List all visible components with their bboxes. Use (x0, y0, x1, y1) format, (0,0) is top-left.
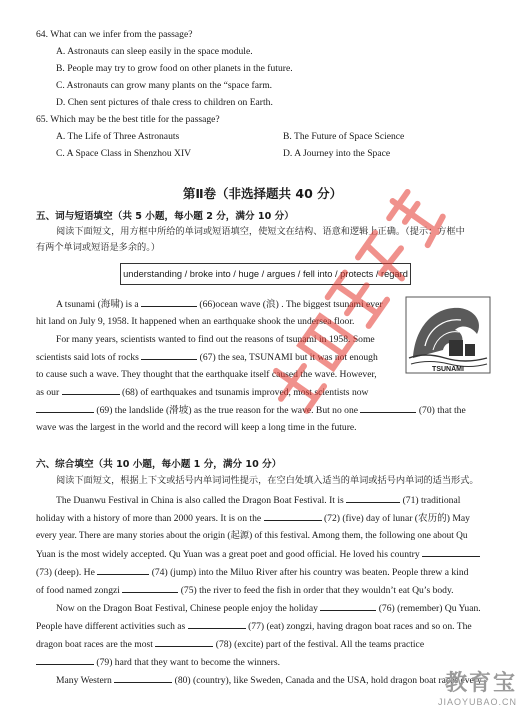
q65-option-a: A. The Life of Three Astronauts (56, 131, 180, 142)
s5-text-7a: as our (36, 387, 60, 398)
s6-text-11a: Many Western (56, 675, 112, 686)
s5-text-8a: (69) the landslide (滑坡) as the true reason for the wave. But no one (96, 405, 359, 416)
s6-text-7b: (76) (remember) Qu Yuan. (378, 603, 481, 614)
section5-instruction-line1: 阅读下面短文，用方框中所给的单词或短语填空，使短文在结构、语意和逻辑上正确。（提示：方框中 (56, 226, 465, 237)
section6-instruction: 阅读下面短文，根据上下文或括号内单词词性提示，在空白处填入适当的单词或括号内单词的适当形式。 (56, 475, 479, 486)
s6-text-3: every year. There are many stories about the origin (起源) of this festival. Among them, the following one about Qu (36, 531, 468, 541)
blank-71[interactable] (346, 493, 400, 503)
s6-text-9a: dragon boat races are the most (36, 639, 153, 650)
tsunami-illustration (405, 296, 491, 374)
s6-text-7a: Now on the Dragon Boat Festival, Chinese people enjoy the holiday (56, 603, 318, 614)
s6-text-8b: (77) (eat) zongzi, having dragon boat races and so on. The (248, 621, 472, 632)
q64-stem: 64. What can we infer from the passage? (36, 29, 193, 40)
q65-option-b: B. The Future of Space Science (283, 131, 405, 142)
s6-text-1b: (71) traditional (402, 495, 461, 506)
blank-78[interactable] (155, 637, 213, 647)
s6-text-1a: The Duanwu Festival in China is also called the Dragon Boat Festival. It is (56, 495, 344, 506)
s6-text-4a: Yuan is the most widely accepted. Qu Yuan was a great poet and good official. He loved his country (36, 549, 420, 560)
s6-text-9b: (78) (excite) part of the festival. All the teams practice (215, 639, 425, 650)
s5-text-7b: (68) of earthquakes and tsunamis improved, most scientists now (122, 387, 369, 398)
s5-text-2: (66)ocean wave (浪) . The biggest tsunami ever (199, 299, 383, 310)
s5-text-3: hit land on July 9, 1958. It happened when an earthquake shook the undersea floor. (36, 316, 355, 327)
s6-text-5a: (73) (deep). He (36, 567, 95, 578)
blank-77[interactable] (188, 619, 246, 629)
s6-text-11b: (80) (country), like Sweden, Canada and the USA, hold dragon boat races every (174, 675, 482, 686)
blank-69[interactable] (36, 403, 94, 413)
q64-option-a: A. Astronauts can sleep easily in the space module. (56, 46, 253, 57)
q65-option-c: C. A Space Class in Shenzhou XIV (56, 148, 192, 159)
watermark-logo-text: 教育宝 (444, 671, 517, 696)
section6-heading: 六、综合填空（共 10 小题，每小题 1 分，满分 10 分） (36, 459, 282, 470)
s5-text-6: to cause such a wave. They thought that the earthquake itself caused the wave. However, (36, 369, 377, 380)
q64-option-b: B. People may try to grow food on other planets in the future. (56, 63, 293, 74)
blank-76[interactable] (320, 601, 376, 611)
blank-74[interactable] (97, 565, 149, 575)
blank-67[interactable] (141, 350, 197, 360)
section5-heading: 五、词与短语填空（共 5 小题，每小题 2 分，满分 10 分） (36, 211, 294, 222)
s5-text-8b: (70) that the (418, 405, 466, 416)
section5-instruction-line2: 有两个单词或短语是多余的。） (36, 242, 161, 253)
part2-title: 第Ⅱ卷（非选择题共 40 分） (182, 186, 343, 201)
blank-68[interactable] (62, 385, 120, 395)
s6-text-6a: of food named zongzi (36, 585, 120, 596)
s5-text-5b: (67) the sea, TSUNAMI but it was not enough (199, 352, 378, 363)
blank-75[interactable] (122, 583, 178, 593)
s6-text-2a: holiday with a history of more than 2000 years. It is on the (36, 513, 262, 524)
site-watermark (438, 666, 517, 707)
blank-66[interactable] (141, 297, 197, 307)
q65-option-d: D. A Journey into the Space (283, 148, 391, 159)
blank-80[interactable] (114, 673, 172, 683)
s5-text-5a: scientists said lots of rocks (36, 352, 139, 363)
blank-79[interactable] (36, 655, 94, 665)
watermark-url: JIAOYUBAO.CN (437, 697, 517, 707)
s6-text-10: (79) hard that they want to become the winners. (96, 657, 280, 668)
q65-stem: 65. Which may be the best title for the passage? (36, 114, 220, 125)
s6-text-5b: (74) (jump) into the Miluo River after his country was beaten. People threw a kind (151, 567, 469, 578)
s6-text-2b: (72) (five) day of lunar (农历的) May (323, 513, 470, 524)
blank-70[interactable] (360, 403, 416, 413)
word-box: understanding / broke into / huge / argues / fell into / protects / regard (120, 263, 411, 285)
s5-text-4: For many years, scientists wanted to find out the reasons of tsunami in 1958. Some (56, 334, 375, 345)
blank-73[interactable] (422, 547, 480, 557)
tsunami-caption: TSUNAMI (432, 366, 464, 373)
s5-text-1: A tsunami (海啸) is a (56, 299, 139, 310)
q64-option-c: C. Astronauts can grow many plants on the “space farm. (56, 80, 273, 91)
s5-text-9: wave was the largest in the world and the record will keep a long time in the future. (36, 422, 357, 433)
s6-text-6b: (75) the river to feed the fish in order that they wouldn’t eat Qu’s body. (180, 585, 454, 596)
blank-72[interactable] (264, 511, 322, 521)
s6-text-8a: People have different activities such as (36, 621, 186, 632)
q64-option-d: D. Chen sent pictures of thale cress to children on Earth. (56, 97, 273, 108)
